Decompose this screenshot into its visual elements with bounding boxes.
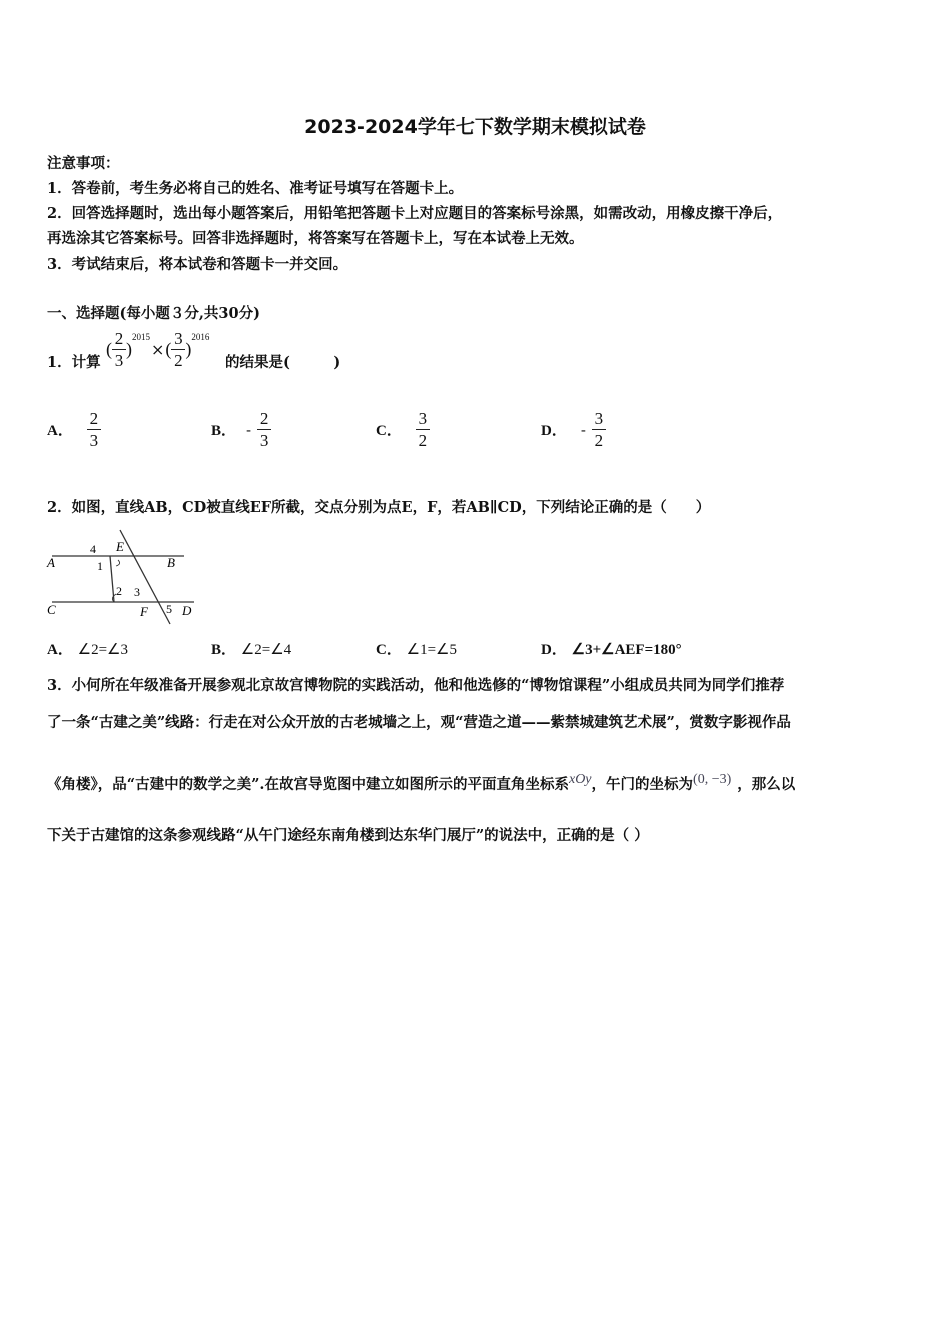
angle-4-label: 4 xyxy=(90,542,96,556)
option-label: D． xyxy=(541,642,567,658)
fraction-bar xyxy=(87,429,101,430)
option-label: B． xyxy=(211,642,237,658)
notice-item-2: 2．回答选择题时，选出每小题答案后，用铅笔把答题卡上对应题目的答案标号涂黑，如需改动，用橡皮擦干净后， xyxy=(47,205,783,222)
label-b: B xyxy=(167,555,175,570)
notice-item-1: 1．答卷前，考生务必将自己的姓名、准考证号填写在答题卡上。 xyxy=(47,180,464,197)
option-sign: - xyxy=(580,420,586,439)
label-e: E xyxy=(116,539,124,554)
q1-rparen-1: ) xyxy=(126,338,132,359)
q2-option-b[interactable] xyxy=(211,638,291,659)
q1-option-a[interactable] xyxy=(47,410,101,449)
q2-option-a[interactable] xyxy=(47,638,128,659)
option-text: ∠2=∠3 xyxy=(77,642,128,658)
option-text: ∠2=∠4 xyxy=(240,642,292,658)
page-title: 2023-2024学年七下数学期末模拟试卷 xyxy=(304,116,646,138)
q1-exp-1: 2015 xyxy=(132,332,150,342)
q1-prefix: 1．计算 xyxy=(47,354,101,371)
q1-f1-num: 2 xyxy=(114,328,124,348)
section-heading: 一、选择题(每小题３分,共30分) xyxy=(47,305,260,322)
fraction-bar xyxy=(112,349,126,350)
q1-f2-den: 2 xyxy=(174,350,183,370)
option-label: D． xyxy=(541,423,567,439)
fraction-num: 2 xyxy=(259,409,269,428)
q1-lparen-1: ( xyxy=(106,338,112,359)
notice-item-3: 3．考试结束后，将本试卷和答题卡一并交回。 xyxy=(47,256,348,273)
q3-line-3-part-c: ，那么以 xyxy=(737,776,796,793)
option-fraction xyxy=(592,410,606,449)
notice-item-2-cont: 再选涂其它答案标号。回答非选择题时，将答案写在答题卡上，写在本试卷上无效。 xyxy=(47,230,584,247)
option-text: ∠1=∠5 xyxy=(406,642,457,658)
label-d: D xyxy=(182,603,192,618)
angle-5-label: 5 xyxy=(166,602,172,616)
option-label: C． xyxy=(376,642,402,658)
fraction-num: 3 xyxy=(418,409,428,428)
fraction-bar xyxy=(592,429,606,430)
q3-line-4: 下关于古建馆的这条参观线路“从午门途经东南角楼到达东华门展厅”的说法中，正确的是（ ） xyxy=(47,827,649,844)
option-text: ∠3+∠AEF=180° xyxy=(571,642,682,658)
label-a: A xyxy=(47,555,55,570)
q1-fraction-2 xyxy=(171,330,185,369)
angle-3-label: 3 xyxy=(134,585,140,599)
q1-expression xyxy=(106,326,209,372)
option-sign: - xyxy=(246,420,252,439)
q1-fraction-1 xyxy=(112,330,126,369)
q2-option-d[interactable] xyxy=(541,638,682,659)
q1-suffix: 的结果是( ) xyxy=(225,354,341,371)
label-f: F xyxy=(140,604,148,619)
option-fraction xyxy=(257,410,271,449)
q3-coord-value: (0, −3) xyxy=(693,772,732,787)
q3-coord-system: xOy xyxy=(568,772,592,787)
option-label: A． xyxy=(47,423,73,439)
option-fraction xyxy=(87,410,101,449)
q1-option-b[interactable] xyxy=(211,410,271,449)
q3-line-3-part-a: 《角楼》，品“古建中的数学之美”.在故宫导览图中建立如图所示的平面直角坐标系 xyxy=(47,776,569,793)
q1-f1-den: 3 xyxy=(114,350,124,370)
q1-option-d[interactable] xyxy=(541,410,606,449)
fraction-bar xyxy=(416,429,430,430)
notice-heading: 注意事项： xyxy=(47,155,120,172)
fraction-den: 3 xyxy=(89,431,99,450)
fraction-bar xyxy=(171,349,185,350)
q1-f2-num: 3 xyxy=(174,328,183,348)
fraction-den: 3 xyxy=(259,431,269,450)
option-fraction xyxy=(416,410,430,449)
fraction-den: 2 xyxy=(418,431,428,450)
q2-figure xyxy=(44,526,194,628)
segment-ef-inner xyxy=(110,556,114,602)
q3-line-1: 3．小何所在年级准备开展参观北京故宫博物院的实践活动，他和他选修的“博物馆课程”小组成员共同为同学们推荐 xyxy=(47,677,785,694)
angle-1-label: 1 xyxy=(97,559,103,573)
q3-line-3 xyxy=(47,773,795,794)
q1-exp-2: 2016 xyxy=(191,332,210,342)
q1-option-c[interactable] xyxy=(376,410,430,449)
angle-2-label: 2 xyxy=(116,584,122,598)
label-c: C xyxy=(47,602,56,617)
q3-line-3-part-b: ，午门的坐标为 xyxy=(591,776,694,793)
fraction-bar xyxy=(257,429,271,430)
fraction-num: 2 xyxy=(89,409,99,428)
fraction-num: 3 xyxy=(594,409,604,428)
q1-lparen-2: ( xyxy=(165,338,172,359)
q2-text: 2．如图，直线AB，CD被直线EF所截，交点分别为点E，F，若AB∥CD，下列结论正确的是（ ） xyxy=(47,499,711,516)
angle-arc xyxy=(116,560,120,566)
q1-rparen-2: ) xyxy=(185,338,192,359)
q2-option-c[interactable] xyxy=(376,638,457,659)
q3-line-2: 了一条“古建之美”线路：行走在对公众开放的古老城墙之上，观“营造之道——紫禁城建筑艺术展”，赏数字影视作品 xyxy=(47,714,791,731)
option-label: B． xyxy=(211,423,237,439)
option-label: C． xyxy=(376,423,402,439)
option-label: A． xyxy=(47,642,73,658)
fraction-den: 2 xyxy=(594,431,604,450)
q1-times: × xyxy=(151,339,165,359)
